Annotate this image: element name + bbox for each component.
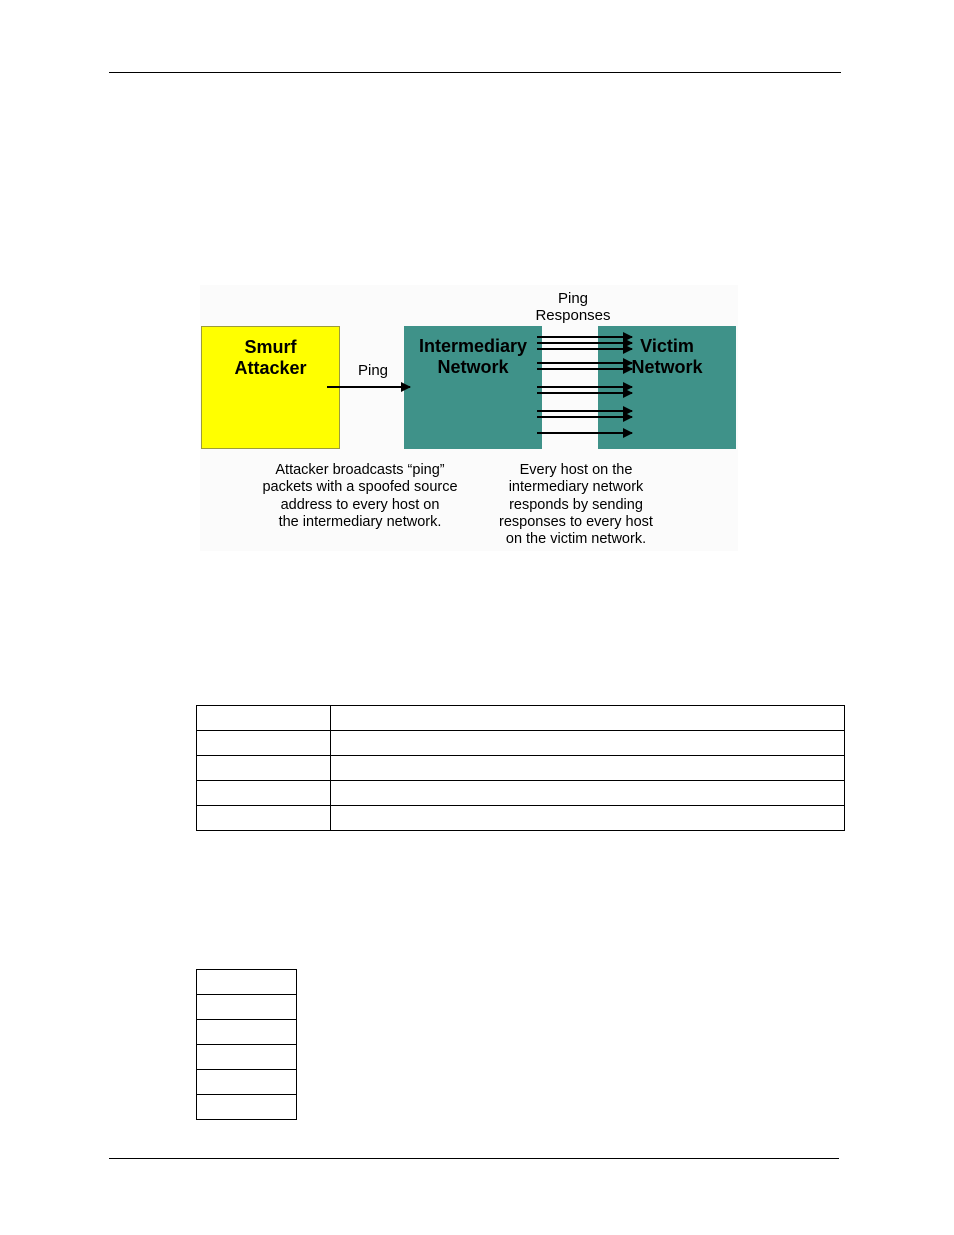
responses-label-line1: Ping — [557, 290, 589, 307]
caption-left-line4: the intermediary network. — [278, 514, 442, 530]
table-cell — [331, 806, 845, 831]
victim-title-line2: Network — [631, 357, 703, 377]
ping-response-arrows — [537, 337, 632, 433]
table-row — [197, 781, 845, 806]
table-cell — [197, 806, 331, 831]
footer-rule — [109, 1158, 839, 1159]
attacker-title-line2: Attacker — [234, 358, 307, 378]
table-row — [197, 756, 845, 781]
table-row — [197, 995, 297, 1020]
caption-right-line3: responds by sending — [509, 497, 643, 513]
table-row — [197, 1095, 297, 1120]
attacker-title-line1: Smurf — [244, 337, 297, 357]
header-rule — [109, 72, 841, 73]
caption-right-line2: intermediary network — [508, 479, 644, 495]
caption-right-line1: Every host on the — [519, 462, 633, 478]
intermediary-title-line2: Network — [437, 357, 509, 377]
empty-table-1 — [196, 705, 845, 831]
table-row — [197, 806, 845, 831]
caption-right-line5: on the victim network. — [505, 531, 647, 547]
ping-label: Ping — [357, 362, 389, 379]
table-cell — [197, 1070, 297, 1095]
table-cell — [197, 1095, 297, 1120]
table-cell — [331, 756, 845, 781]
smurf-attack-diagram — [200, 285, 738, 551]
empty-table-2 — [196, 969, 297, 1120]
caption-left-line3: address to every host on — [280, 497, 440, 513]
responses-label-line2: Responses — [535, 307, 611, 324]
table-row — [197, 706, 845, 731]
table-cell — [197, 970, 297, 995]
table-row — [197, 1045, 297, 1070]
victim-title-line1: Victim — [640, 336, 694, 356]
table-cell — [331, 706, 845, 731]
caption-left-line2: packets with a spoofed source — [262, 479, 458, 495]
table-row — [197, 970, 297, 995]
table-cell — [197, 731, 331, 756]
table-cell — [197, 756, 331, 781]
table-cell — [197, 995, 297, 1020]
intermediary-title-line1: Intermediary — [418, 336, 528, 356]
table-cell — [197, 1045, 297, 1070]
table-cell — [331, 781, 845, 806]
table-cell — [197, 706, 331, 731]
caption-left-line1: Attacker broadcasts “ping” — [275, 462, 445, 478]
table-cell — [197, 781, 331, 806]
table-row — [197, 1070, 297, 1095]
caption-right-line4: responses to every host — [499, 514, 653, 530]
table-cell — [331, 731, 845, 756]
table-cell — [197, 1020, 297, 1045]
table-row — [197, 1020, 297, 1045]
table-row — [197, 731, 845, 756]
